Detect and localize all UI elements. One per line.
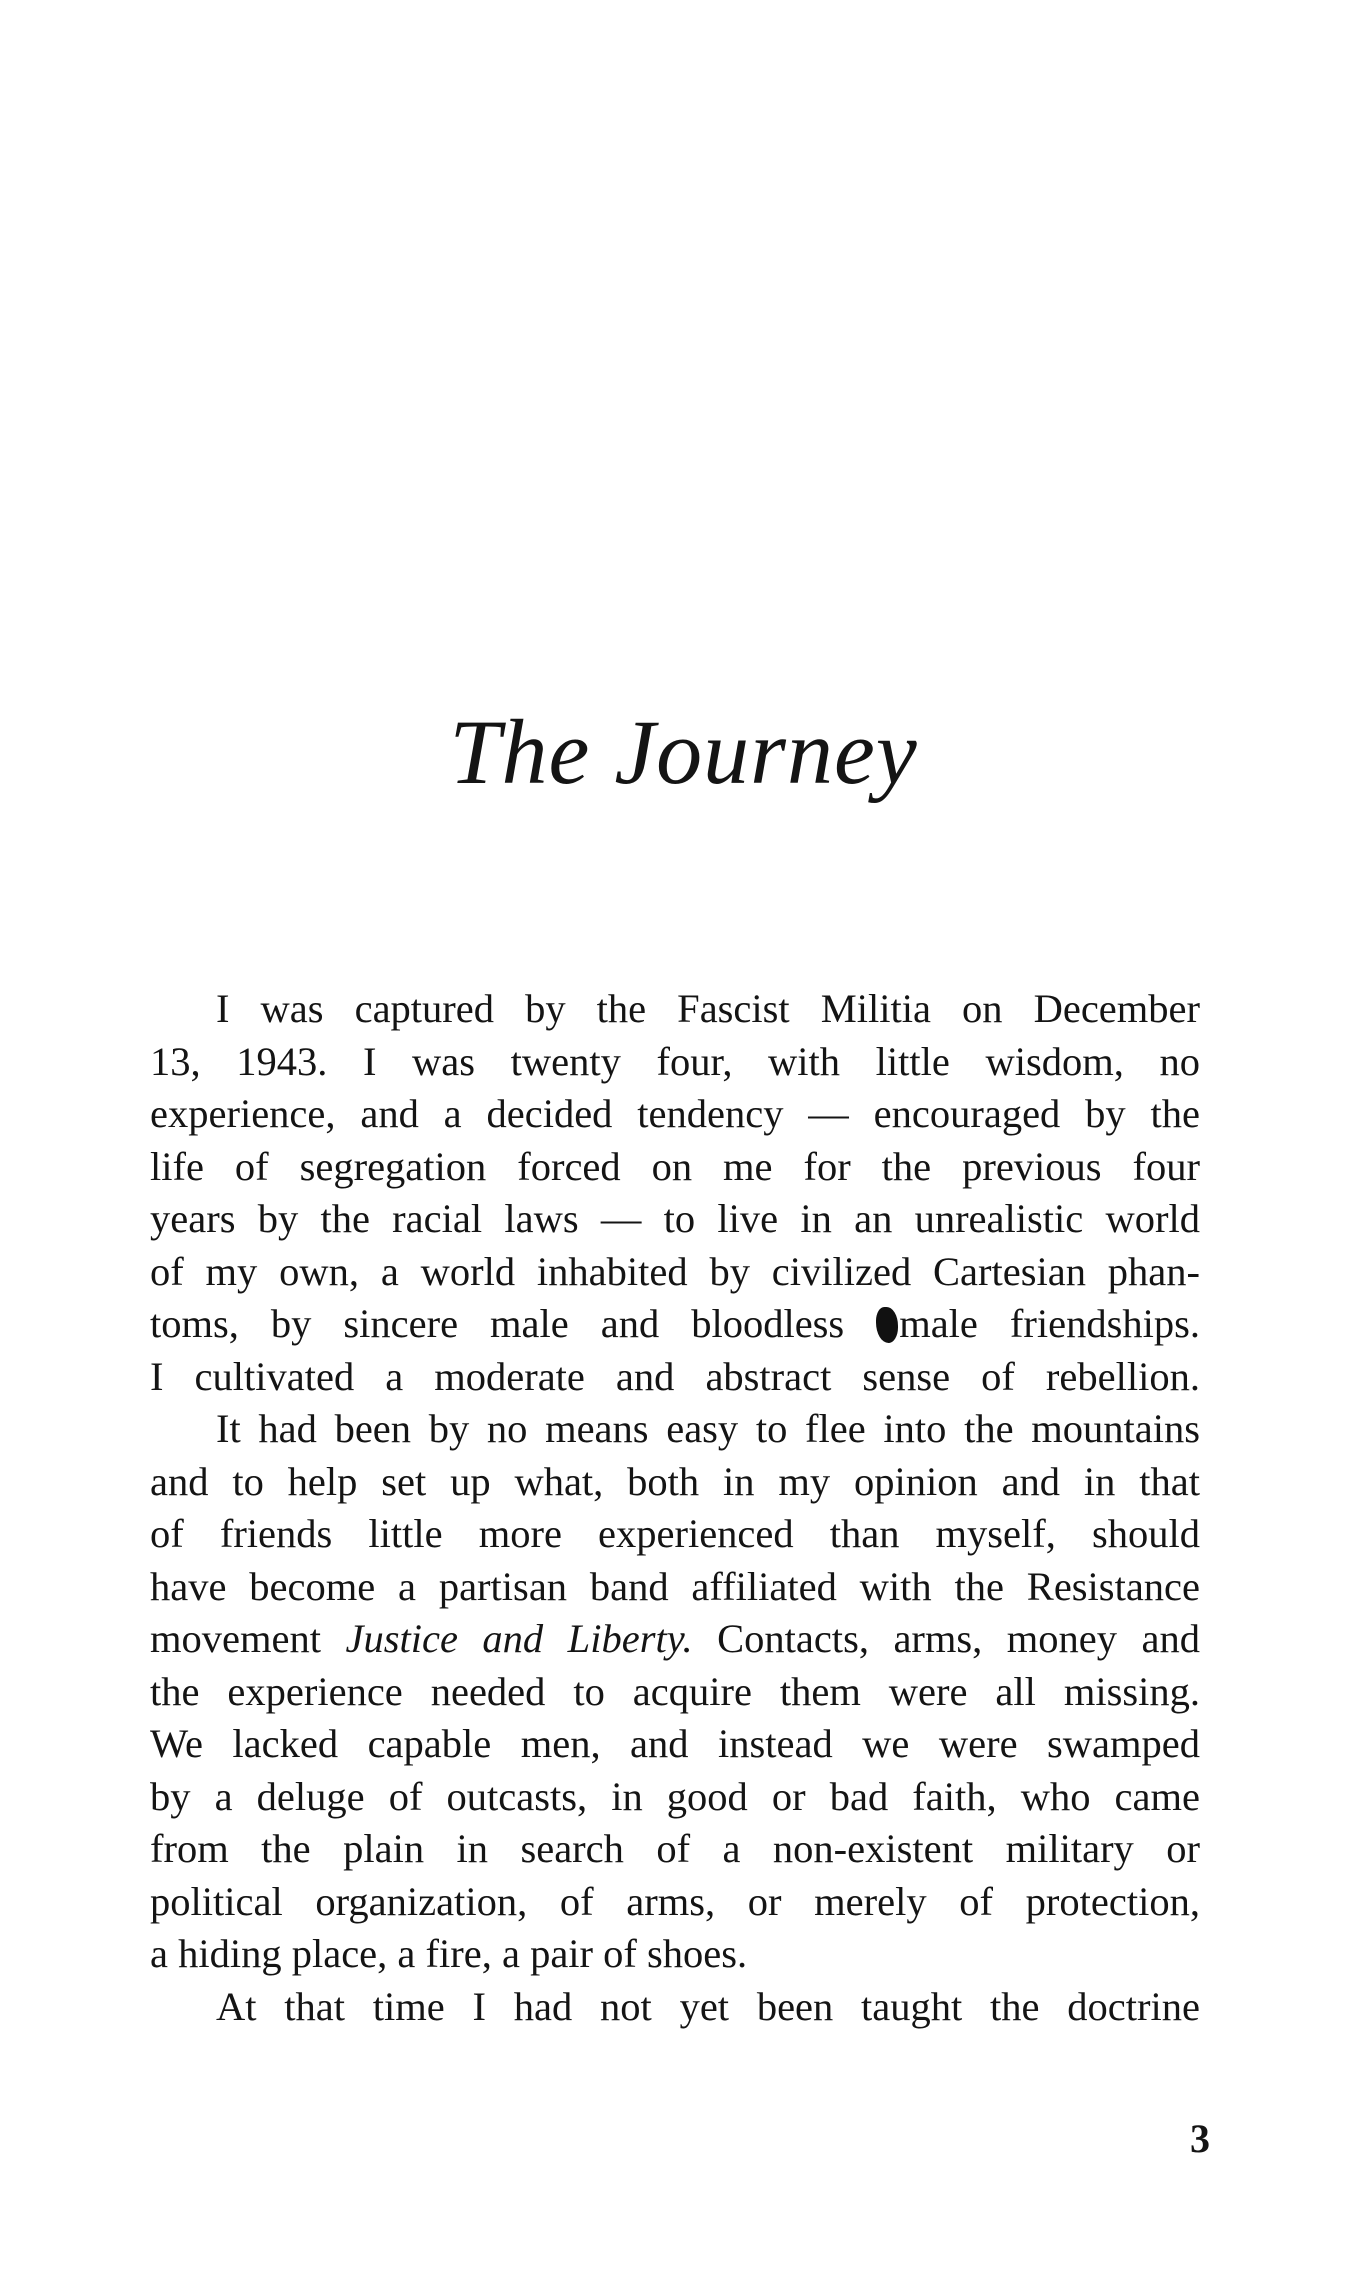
text-line: At that time I had not yet been taught the doctrine <box>216 1983 1200 2029</box>
text-line: 13, 1943. I was twenty four, with little wisdom, no <box>150 1038 1200 1084</box>
italic-title: Justice and Liberty. <box>345 1616 693 1661</box>
text-line: experience, and a decided tendency — encouraged by the <box>150 1091 1200 1136</box>
text-line: from the plain in search of a non-existent military or <box>150 1826 1200 1871</box>
page-number: 3 <box>1190 2116 1210 2161</box>
text-line: political organization, of arms, or merely of protection, <box>150 1878 1200 1924</box>
text-fragment: movement <box>150 1616 321 1661</box>
text-line: life of segregation forced on me for the previous four <box>150 1143 1200 1189</box>
text-fragment: toms, by sincere male and bloodless <box>150 1301 845 1346</box>
chapter-title: The Journey <box>449 701 918 803</box>
text-line: of my own, a world inhabited by civilized Cartesian phan- <box>150 1248 1200 1294</box>
text-line <box>150 1613 1200 1666</box>
text-fragment: Contacts, arms, money and <box>717 1616 1201 1661</box>
text-line: years by the racial laws — to live in an unrealistic world <box>150 1196 1200 1241</box>
ink-blot-smudge <box>876 1307 898 1343</box>
body-text <box>150 983 1200 2033</box>
text-line: have become a partisan band affiliated with the Resistance <box>150 1563 1200 1609</box>
text-line: It had been by no means easy to flee into the mountains <box>216 1406 1200 1451</box>
text-line: of friends little more experienced than myself, should <box>150 1511 1200 1556</box>
text-line: by a deluge of outcasts, in good or bad faith, who came <box>150 1773 1200 1819</box>
text-line: the experience needed to acquire them were all missing. <box>150 1668 1200 1714</box>
text-fragment: male friendships. <box>899 1301 1200 1346</box>
text-line: We lacked capable men, and instead we were swamped <box>150 1721 1200 1766</box>
text-line: and to help set up what, both in my opinion and in that <box>150 1458 1200 1504</box>
text-line <box>150 1298 1200 1351</box>
text-line: a hiding place, a fire, a pair of shoes. <box>150 1931 748 1976</box>
text-line: I cultivated a moderate and abstract sense of rebellion. <box>150 1353 1200 1399</box>
text-line: I was captured by the Fascist Militia on December <box>216 986 1200 1031</box>
